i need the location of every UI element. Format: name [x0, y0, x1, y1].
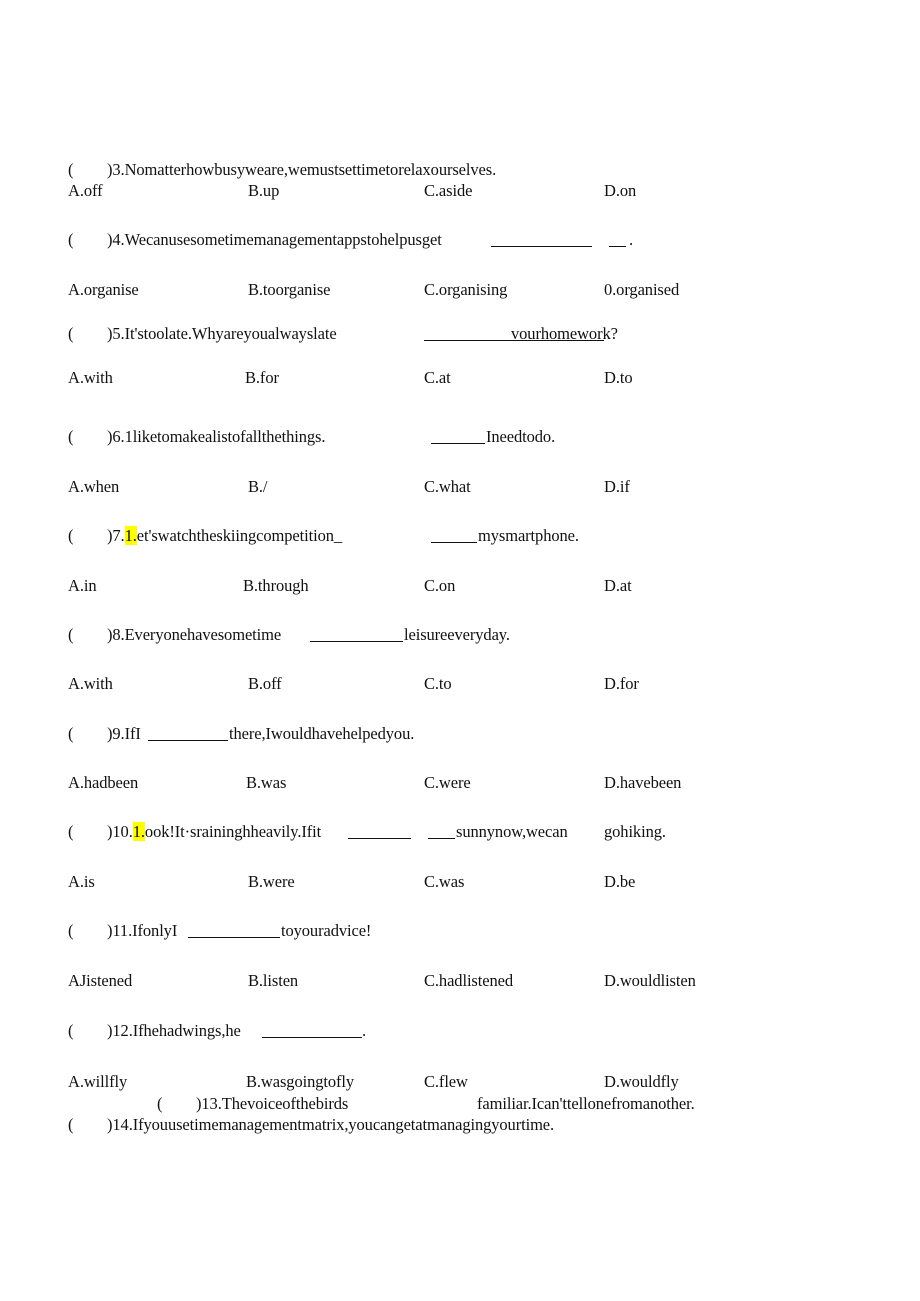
q9-option-b: B.was — [246, 773, 287, 792]
q12-stem: )12.Ifhehadwings,he — [107, 1021, 241, 1040]
q10-option-d: D.be — [604, 872, 636, 891]
q6-option-b: B./ — [248, 477, 268, 496]
q5-tail: vourhomework? — [511, 324, 618, 343]
q3-option-d: D.on — [604, 181, 637, 200]
q13-paren: ( — [157, 1094, 163, 1113]
q12-option-d: D.wouldfly — [604, 1072, 679, 1091]
q12-option-a: A.willfly — [68, 1072, 128, 1091]
q4-option-a: A.organise — [68, 280, 139, 299]
q9-tail: there,Iwouldhavehelpedyou. — [229, 724, 415, 743]
q4-option-c: C.organising — [424, 280, 508, 299]
q5-stem: )5.It'stoolate.Whyareyoualwayslate — [107, 324, 337, 343]
q10-blank — [348, 822, 411, 839]
q5-paren: ( — [68, 324, 74, 343]
q3-option-a: A.off — [68, 181, 103, 200]
q4-option-b: B.toorganise — [248, 280, 331, 299]
q6-option-a: A.when — [68, 477, 120, 496]
q8-blank — [310, 625, 403, 642]
q7-option-c: C.on — [424, 576, 456, 595]
q10-stem-text: ook!It·sraininghheavily.Ifit — [144, 822, 322, 841]
q8-tail: leisureeveryday. — [404, 625, 510, 644]
q10-option-b: B.were — [248, 872, 295, 891]
q8-option-c: C.to — [424, 674, 452, 693]
q7-stem-text: et'swatchtheskiingcompetition_ — [136, 526, 343, 545]
q10-tail-2: gohiking. — [604, 822, 666, 841]
q11-blank — [188, 921, 280, 938]
q5-option-c: C.at — [424, 368, 451, 387]
q9-blank — [148, 724, 228, 741]
q11-paren: ( — [68, 921, 74, 940]
q12-paren: ( — [68, 1021, 74, 1040]
q6-option-c: C.what — [424, 477, 471, 496]
q10-tail: sunnynow,wecan — [456, 822, 568, 841]
q10-stem — [107, 822, 321, 842]
q4-tail: . — [629, 230, 634, 249]
q10-highlight: 1. — [132, 822, 145, 841]
q14-stem: )14.Ifyouusetimemanagementmatrix,youcangetatmanagingyourtime. — [107, 1115, 555, 1134]
q12-blank — [262, 1021, 362, 1038]
q8-stem: )8.Everyonehavesometime — [107, 625, 282, 644]
q4-blank — [491, 230, 592, 247]
q7-paren: ( — [68, 526, 74, 545]
q13-tail: familiar.Ican'ttellonefromanother. — [477, 1094, 695, 1113]
q3-option-c: C.aside — [424, 181, 473, 200]
q7-option-b: B.through — [243, 576, 309, 595]
q7-stem — [107, 526, 342, 546]
q3-option-b: B.up — [248, 181, 280, 200]
q10-option-c: C.was — [424, 872, 465, 891]
q9-stem: )9.IfI — [107, 724, 141, 743]
q13-stem: )13.Thevoiceofthebirds — [196, 1094, 349, 1113]
q7-option-d: D.at — [604, 576, 632, 595]
q7-number: )7. — [107, 526, 125, 545]
q3-stem: )3.Nomatterhowbusyweare,wemustsettimetorelaxourselves. — [107, 160, 497, 179]
q11-option-d: D.wouldlisten — [604, 971, 696, 990]
q4-option-d: 0.organised — [604, 280, 680, 299]
q7-highlight: 1. — [124, 526, 137, 545]
q4-paren: ( — [68, 230, 74, 249]
q5-option-b: B.for — [245, 368, 279, 387]
q8-option-a: A.with — [68, 674, 113, 693]
q8-paren: ( — [68, 625, 74, 644]
q8-option-b: B.off — [248, 674, 282, 693]
q12-option-c: C.flew — [424, 1072, 468, 1091]
q4-stem: )4.Wecanusesometimemanagementappstohelpusget — [107, 230, 442, 249]
q11-option-c: C.hadlistened — [424, 971, 513, 990]
q6-blank — [431, 427, 485, 444]
q10-blank-end — [428, 822, 455, 839]
q3-paren: ( — [68, 160, 74, 179]
q5-option-d: D.to — [604, 368, 633, 387]
q6-stem: )6.1liketomakealistofallthethings. — [107, 427, 326, 446]
q7-tail: mysmartphone. — [478, 526, 579, 545]
q10-paren: ( — [68, 822, 74, 841]
q7-blank — [431, 526, 477, 543]
q11-option-a: AJistened — [68, 971, 133, 990]
q11-option-b: B.listen — [248, 971, 299, 990]
q9-option-d: D.havebeen — [604, 773, 682, 792]
q6-tail: Ineedtodo. — [486, 427, 556, 446]
q11-tail: toyouradvice! — [281, 921, 372, 940]
q14-paren: ( — [68, 1115, 74, 1134]
q6-option-d: D.if — [604, 477, 630, 496]
q10-option-a: A.is — [68, 872, 95, 891]
q10-number: )10. — [107, 822, 133, 841]
q7-option-a: A.in — [68, 576, 97, 595]
q6-paren: ( — [68, 427, 74, 446]
q12-option-b: B.wasgoingtofly — [246, 1072, 355, 1091]
q5-option-a: A.with — [68, 368, 113, 387]
q8-option-d: D.for — [604, 674, 639, 693]
q9-option-c: C.were — [424, 773, 471, 792]
q4-blank-end — [609, 230, 626, 247]
q9-paren: ( — [68, 724, 74, 743]
q11-stem: )11.IfonlyI — [107, 921, 178, 940]
q9-option-a: A.hadbeen — [68, 773, 139, 792]
q12-tail: . — [362, 1021, 367, 1040]
